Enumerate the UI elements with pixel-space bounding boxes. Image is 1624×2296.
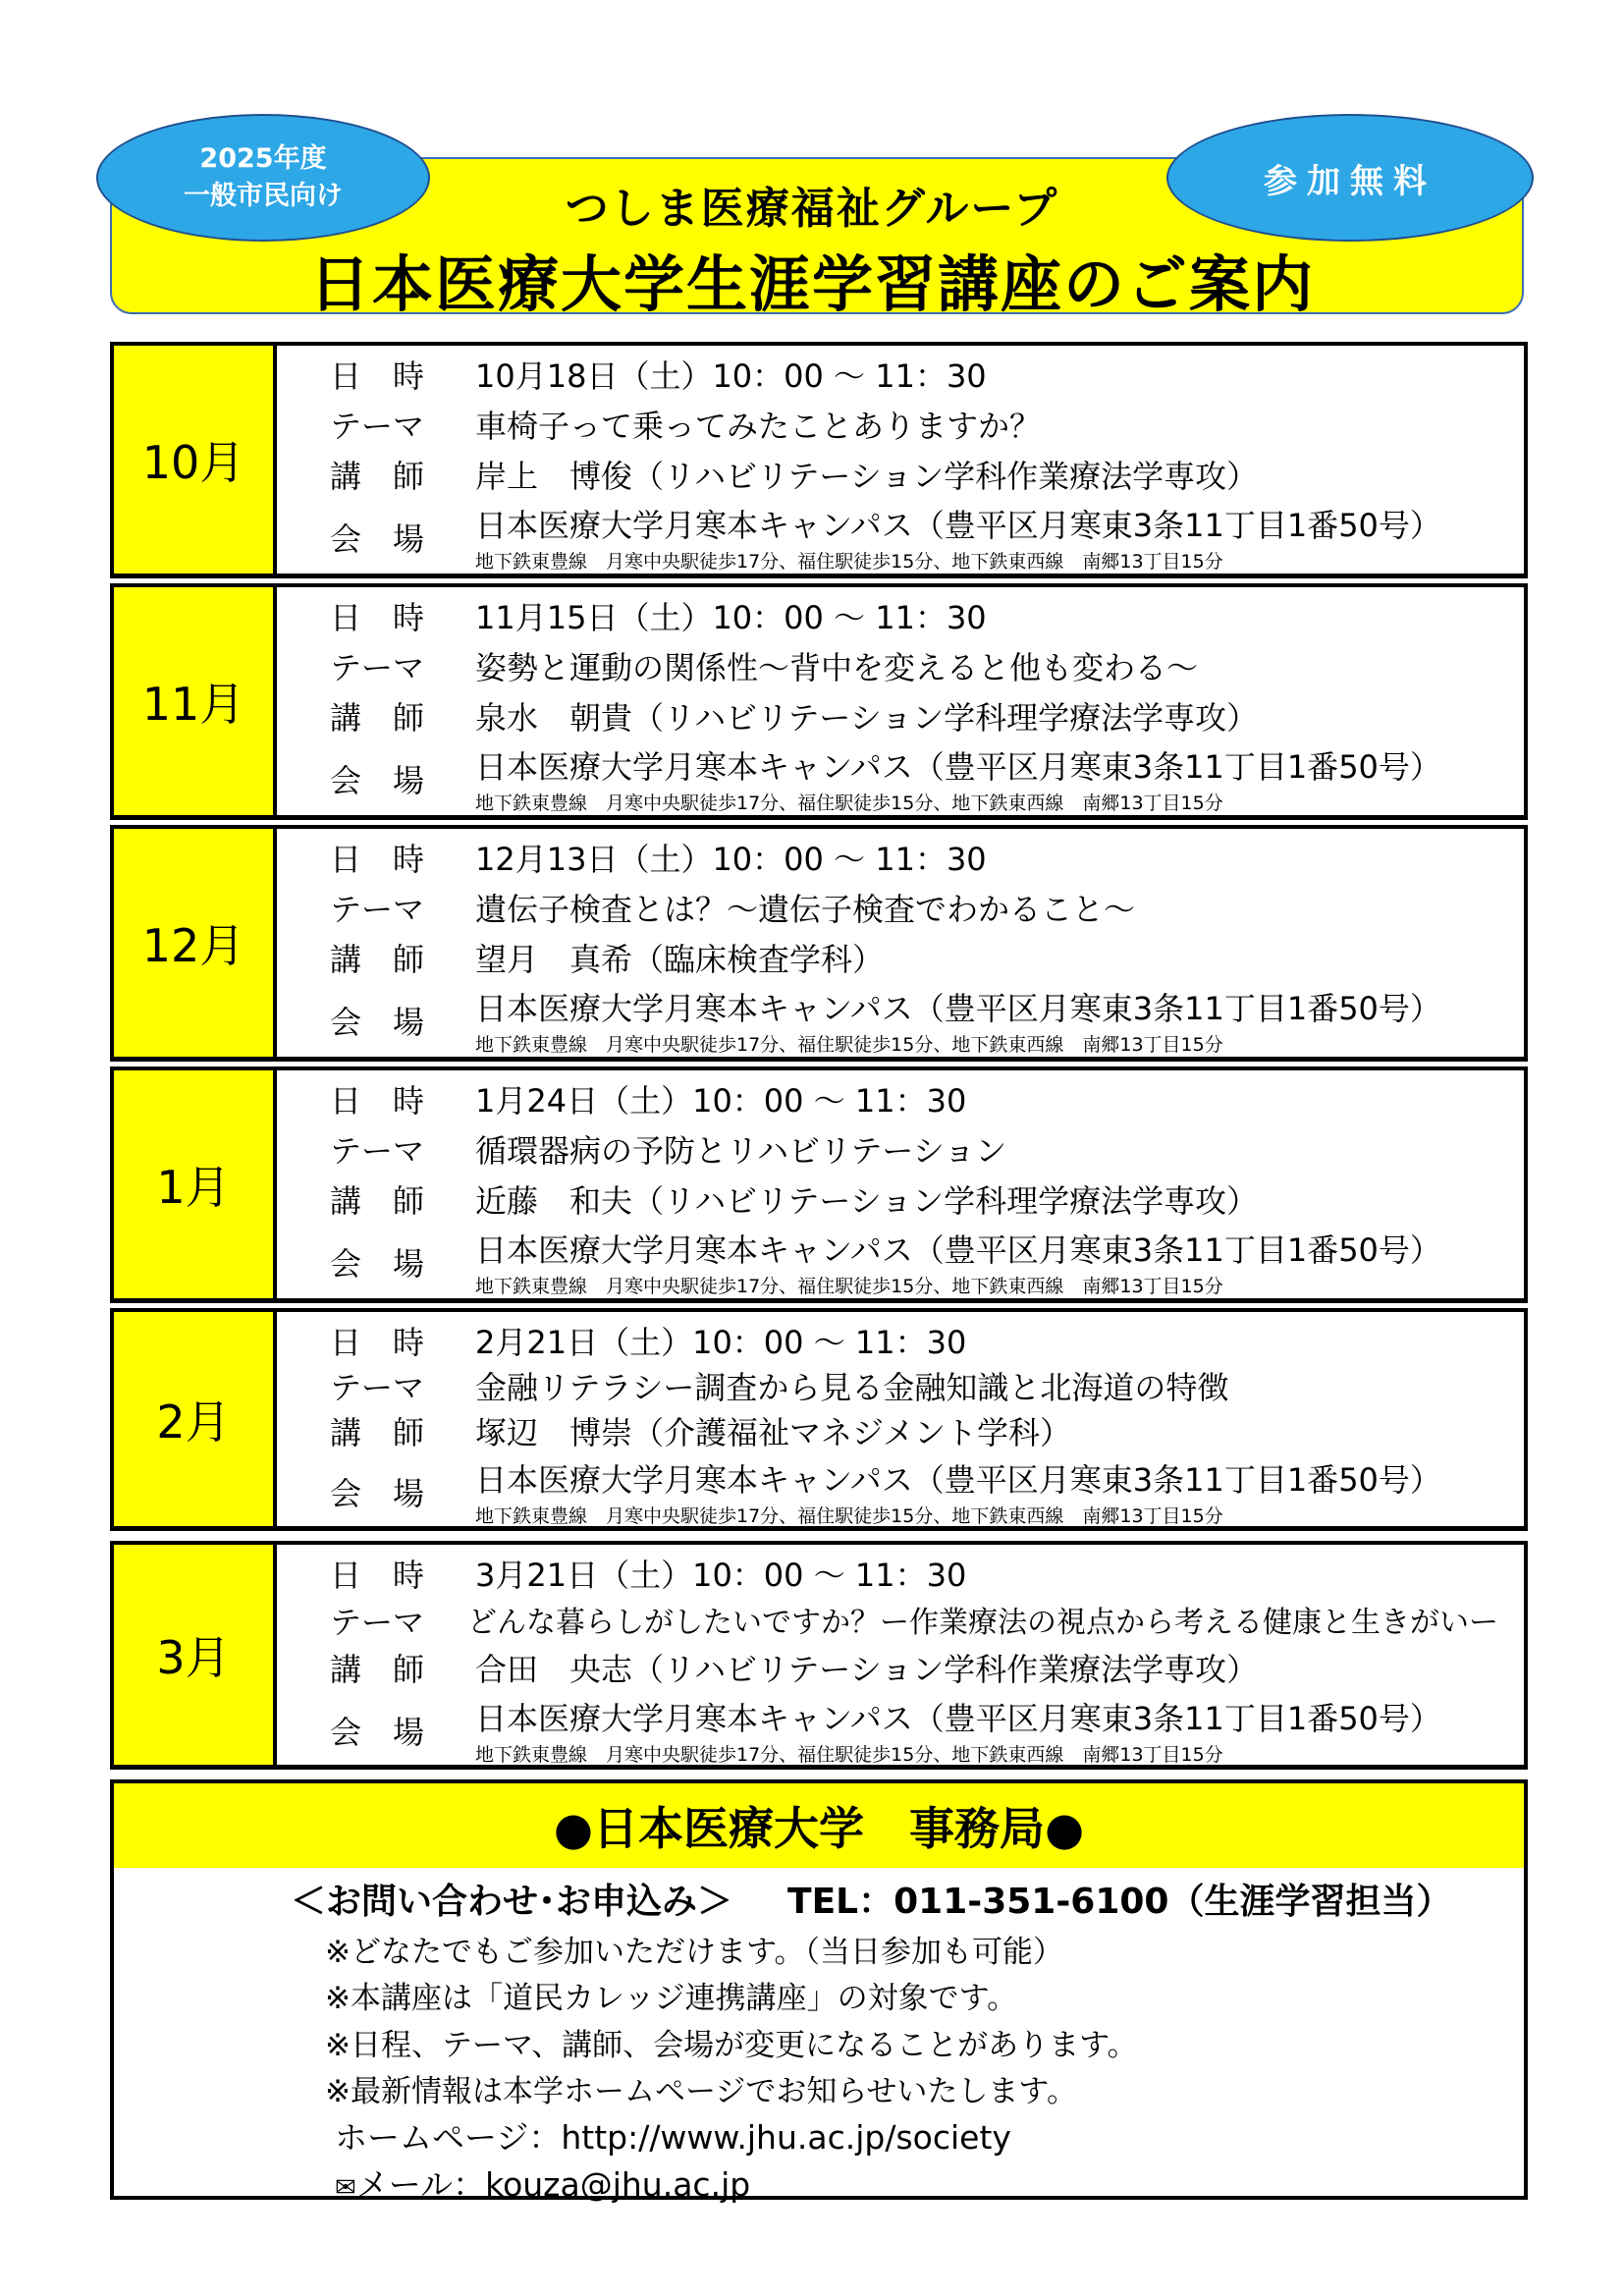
theme-label: テーマ (330, 1369, 425, 1406)
note-item: ※本講座は「道民カレッジ連携講座」の対象です。 (325, 1981, 1018, 2016)
month-label: 11月 (114, 587, 277, 815)
venue-label: 会 場 (330, 1714, 425, 1751)
month-label: 1月 (114, 1070, 277, 1298)
theme-label: テーマ (330, 408, 425, 445)
date-label: 日 時 (330, 357, 425, 395)
session-venue: 日本医療大学月寒本キャンパス（豊平区月寒東3条11丁目1番50号） (475, 1461, 1441, 1499)
session-theme: 循環器病の予防とリハビリテーション (475, 1132, 1007, 1170)
session-theme: 金融リテラシー調査から見る金融知識と北海道の特徴 (475, 1369, 1229, 1406)
venue-label: 会 場 (330, 1004, 425, 1041)
session-theme: 姿勢と運動の関係性～背中を変えると他も変わる～ (475, 649, 1199, 686)
session-access: 地下鉄東豊線 月寒中央駅徒歩17分、福住駅徒歩15分、地下鉄東西線 南郷13丁目15分 (475, 1744, 1223, 1766)
lecturer-label: 講 師 (330, 458, 425, 495)
free-badge-label: 参加無料 (1264, 161, 1436, 201)
session-lecturer: 近藤 和夫（リハビリテーション学科理学療法学専攻） (475, 1182, 1259, 1220)
session-date: 2月21日（土）10：00 ～ 11：30 (475, 1324, 967, 1361)
session-date: 10月18日（土）10：00 ～ 11：30 (475, 357, 987, 395)
session-venue: 日本医療大学月寒本キャンパス（豊平区月寒東3条11丁目1番50号） (475, 990, 1441, 1027)
contact-line (291, 1874, 1451, 1924)
venue-label: 会 場 (330, 520, 425, 558)
session-lecturer: 塚辺 博崇（介護福祉マネジメント学科） (475, 1414, 1072, 1451)
month-label: 12月 (114, 829, 277, 1057)
session-access: 地下鉄東豊線 月寒中央駅徒歩17分、福住駅徒歩15分、地下鉄東西線 南郷13丁目15分 (475, 1276, 1223, 1297)
session-venue: 日本医療大学月寒本キャンパス（豊平区月寒東3条11丁目1番50号） (475, 748, 1441, 786)
badge-year: 2025年度 (199, 143, 327, 174)
badge-target: 一般市民向け (184, 181, 343, 211)
email-line[interactable] (335, 2159, 750, 2206)
session-date: 12月13日（土）10：00 ～ 11：30 (475, 841, 987, 878)
session-march (110, 1541, 1528, 1770)
session-access: 地下鉄東豊線 月寒中央駅徒歩17分、福住駅徒歩15分、地下鉄東西線 南郷13丁目15分 (475, 793, 1223, 814)
month-label: 10月 (114, 346, 277, 574)
inquiry-label: ＜お問い合わせ･お申込み＞ (291, 1882, 733, 1922)
session-theme: 車椅子って乗ってみたことありますか？ (475, 408, 1042, 445)
venue-label: 会 場 (330, 1245, 425, 1283)
email-link[interactable]: メール：kouza@jhu.ac.jp (355, 2165, 751, 2204)
session-lecturer: 望月 真希（臨床検査学科） (475, 941, 885, 978)
theme-label: テーマ (330, 1604, 425, 1641)
session-lecturer: 合田 央志（リハビリテーション学科作業療法学専攻） (475, 1651, 1259, 1688)
session-theme: 遺伝子検査とは？～遺伝子検査でわかること～ (475, 891, 1136, 928)
venue-label: 会 場 (330, 1475, 425, 1512)
theme-label: テーマ (330, 1132, 425, 1170)
theme-label: テーマ (330, 649, 425, 686)
note-item: ※日程、テーマ、講師、会場が変更になることがあります。 (325, 2028, 1138, 2063)
phone-number: TEL：011-351-6100（生涯学習担当） (787, 1882, 1452, 1922)
page-title: 日本医療大学生涯学習講座のご案内 (308, 248, 1315, 320)
office-title: ●日本医療大学 事務局● (114, 1783, 1524, 1868)
org-name: つしま医療福祉グループ (565, 184, 1059, 234)
session-venue: 日本医療大学月寒本キャンパス（豊平区月寒東3条11丁目1番50号） (475, 1231, 1441, 1269)
theme-label: テーマ (330, 891, 425, 928)
note-item: ※最新情報は本学ホームページでお知らせいたします。 (325, 2074, 1077, 2109)
lecturer-label: 講 師 (330, 1651, 425, 1688)
session-lecturer: 泉水 朝貴（リハビリテーション学科理学療法学専攻） (475, 699, 1259, 737)
session-lecturer: 岸上 博俊（リハビリテーション学科作業療法学専攻） (475, 458, 1259, 495)
month-label: 2月 (114, 1312, 277, 1526)
session-november (110, 583, 1528, 820)
session-venue: 日本医療大学月寒本キャンパス（豊平区月寒東3条11丁目1番50号） (475, 507, 1441, 544)
session-access: 地下鉄東豊線 月寒中央駅徒歩17分、福住駅徒歩15分、地下鉄東西線 南郷13丁目15分 (475, 1505, 1223, 1527)
session-date: 1月24日（土）10：00 ～ 11：30 (475, 1082, 967, 1120)
homepage-link[interactable]: ホームページ：http://www.jhu.ac.jp/society (335, 2118, 1011, 2157)
date-label: 日 時 (330, 1557, 425, 1594)
session-date: 11月15日（土）10：00 ～ 11：30 (475, 599, 987, 636)
session-october (110, 342, 1528, 578)
session-venue: 日本医療大学月寒本キャンパス（豊平区月寒東3条11丁目1番50号） (475, 1700, 1441, 1737)
date-label: 日 時 (330, 1324, 425, 1361)
free-admission-badge (1166, 114, 1534, 242)
lecturer-label: 講 師 (330, 1414, 425, 1451)
envelope-icon: ✉ (335, 2173, 356, 2203)
date-label: 日 時 (330, 1082, 425, 1120)
lecturer-label: 講 師 (330, 941, 425, 978)
audience-badge (96, 114, 430, 242)
session-february (110, 1308, 1528, 1531)
session-theme: どんな暮らしがしたいですか？ー作業療法の視点から考える健康と生きがいー (467, 1606, 1498, 1640)
month-label: 3月 (114, 1545, 277, 1765)
session-date: 3月21日（土）10：00 ～ 11：30 (475, 1557, 967, 1594)
venue-label: 会 場 (330, 762, 425, 799)
session-access: 地下鉄東豊線 月寒中央駅徒歩17分、福住駅徒歩15分、地下鉄東西線 南郷13丁目15分 (475, 551, 1223, 573)
lecturer-label: 講 師 (330, 699, 425, 737)
date-label: 日 時 (330, 599, 425, 636)
session-january (110, 1066, 1528, 1303)
contact-section (110, 1779, 1528, 2204)
session-access: 地下鉄東豊線 月寒中央駅徒歩17分、福住駅徒歩15分、地下鉄東西線 南郷13丁目15分 (475, 1034, 1223, 1056)
lecturer-label: 講 師 (330, 1182, 425, 1220)
date-label: 日 時 (330, 841, 425, 878)
note-item: ※どなたでもご参加いただけます。（当日参加も可能） (325, 1935, 1063, 1970)
session-december (110, 825, 1528, 1062)
